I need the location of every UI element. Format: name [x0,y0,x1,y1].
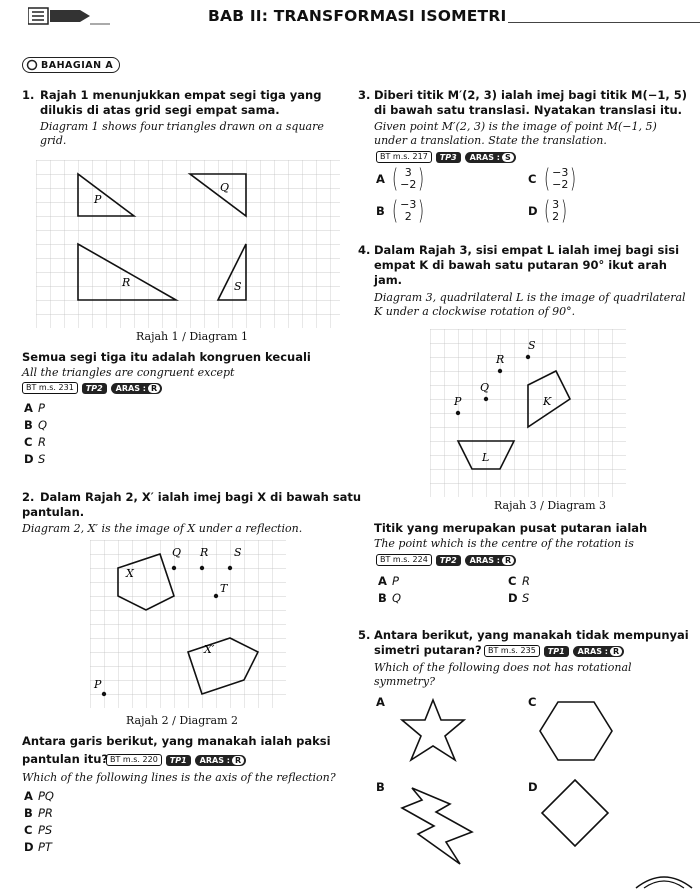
q2-ms-line-2: pantulan. [22,505,85,519]
q4-point-p [456,411,460,415]
q1-caption: Rajah 1 / Diagram 1 [136,330,249,343]
diamond-shape [540,778,610,848]
label-q4-l: L [482,451,490,464]
q4-option-d[interactable]: D S [508,591,530,605]
label-q: Q [220,181,230,194]
label-q2-p: P [94,678,102,691]
q4-level: R [502,556,514,565]
label-p: P [94,193,102,206]
q1-grid [36,160,340,328]
q1-tag-aras: ARAS : R [111,383,162,394]
hexagon-shape [538,700,614,762]
q5-option-a[interactable]: A [376,695,385,709]
lightning-shape [398,786,478,866]
label-q4-k: K [543,395,552,408]
q2-option-d[interactable]: D PT [24,840,52,854]
label-q4-r: R [496,353,505,366]
q3-option-b[interactable]: B ( −3 2 ) [376,196,425,226]
question-4 [358,243,693,613]
q2-grid [90,540,286,708]
q5-option-d[interactable]: D [528,780,538,794]
q4-point-s [526,355,530,359]
q5-ms-line-2: simetri putaran? [374,643,482,657]
q4-option-c[interactable]: C R [508,574,530,588]
q3-en-line-1: Given point M′(2, 3) is the image of point M(−1, 5) [374,120,657,133]
q3-tag-aras: ARAS : S [465,152,516,163]
label-q4-q: Q [480,381,490,394]
q4-stem-ms: Titik yang merupakan pusat putaran ialah [374,521,648,535]
q5-tag-aras: ARAS : R [573,646,624,657]
label-q2-x: X [126,567,134,580]
label-s: S [234,280,242,293]
point-s [228,566,232,570]
label-r: R [122,276,131,289]
q4-en-line-1: Diagram 3, quadrilateral L is the image of quadrilateral [374,291,686,304]
circle-icon [26,59,38,71]
q1-en-line-2: grid. [40,134,67,147]
q4-stem-en: The point which is the centre of the rotation is [374,537,634,550]
q5-tags [484,645,624,657]
q3-number: 3. [358,88,371,102]
q1-ms-line-2: dilukis di atas grid segi empat sama. [40,103,280,117]
label-q2-q: Q [172,546,182,559]
point-q [172,566,176,570]
q4-option-a[interactable]: A P [378,574,399,588]
q4-tag-aras: ARAS : R [465,555,516,566]
q2-option-b[interactable]: B PR [24,806,53,820]
section-label: BAHAGIAN A [41,59,114,71]
section-badge [22,57,120,73]
question-5 [358,628,693,878]
star-shape [398,698,468,776]
q3-tags [376,151,516,163]
q3-option-d[interactable]: D ( 3 2 ) [528,196,568,226]
q4-tag-bt: BT m.s. 224 [376,554,432,566]
q5-en-line-2: symmetry? [374,675,436,688]
question-2 [22,490,362,862]
q4-point-r [498,369,502,373]
q2-tag-aras: ARAS : R [195,755,246,766]
label-q2-t: T [220,582,228,595]
corner-ornament [634,872,694,889]
q2-ms-line-1: Dalam Rajah 2, X′ ialah imej bagi X di bawah satu [40,490,362,504]
q5-en-line-1: Which of the following does not has rotational [374,661,632,674]
q1-option-b[interactable]: B Q [24,418,48,432]
q3-option-a[interactable]: A ( 3 −2 ) [376,164,425,194]
q4-diagram [430,329,626,497]
q4-point-q [484,397,488,401]
q1-tag-tp: TP2 [82,383,107,394]
q1-tag-bt: BT m.s. 231 [22,382,78,394]
q1-stem-en: All the triangles are congruent except [22,366,235,379]
q5-number: 5. [358,628,371,642]
q3-tag-tp: TP3 [436,152,461,163]
q2-tags [106,754,246,766]
q2-option-a[interactable]: A PQ [24,789,54,803]
q1-ms-line-1: Rajah 1 menunjukkan empat segi tiga yang [40,88,322,102]
label-q2-s: S [234,546,242,559]
q1-stem-ms: Semua segi tiga itu adalah kongruen kecuali [22,350,311,364]
header-rule [508,22,700,23]
chapter-title: BAB II: TRANSFORMASI ISOMETRI [208,7,507,25]
q1-option-c[interactable]: C R [24,435,46,449]
q5-option-c[interactable]: C [528,695,537,709]
q4-caption: Rajah 3 / Diagram 3 [494,499,607,512]
q2-option-c[interactable]: C PS [24,823,53,837]
q1-option-a[interactable]: A P [24,401,45,415]
q1-option-d[interactable]: D S [24,452,46,466]
q1-tags [22,382,162,394]
q4-tags [376,554,516,566]
q2-stem-en: Which of the following lines is the axis of the reflection? [22,771,336,784]
q5-level: R [610,647,622,656]
q1-diagram [36,160,340,328]
q4-ms-line-2: empat K di bawah satu putaran 90° ikut arah [374,258,667,272]
question-1 [22,88,342,473]
q3-level: S [502,153,514,162]
q2-tag-tp: TP1 [166,755,191,766]
q2-caption: Rajah 2 / Diagram 2 [126,714,239,727]
label-q4-s: S [528,339,536,352]
q2-stem-ms-2: pantulan itu? [22,752,109,766]
q2-stem-ms-1: Antara garis berikut, yang manakah ialah paksi [22,734,331,748]
q4-ms-line-1: Dalam Rajah 3, sisi empat L ialah imej bagi sisi [374,243,680,257]
point-t [214,594,218,598]
q5-tag-bt: BT m.s. 235 [484,645,540,657]
q2-level: R [232,756,244,765]
q2-diagram [90,540,286,708]
q3-en-line-2: under a translation. State the translation. [374,134,607,147]
q5-ms-line-1: Antara berikut, yang manakah tidak mempunyai [374,628,689,642]
q4-number: 4. [358,243,371,257]
q1-level: R [148,384,160,393]
q2-tag-bt: BT m.s. 220 [106,754,162,766]
q3-tag-bt: BT m.s. 217 [376,151,432,163]
label-q4-p: P [454,395,462,408]
q1-number: 1. [22,88,35,102]
header-bar [28,5,700,27]
q3-ms-line-1: Diberi titik M′(2, 3) ialah imej bagi titik M(−1, 5) [374,88,687,102]
label-q2-x-prime: X′ [204,643,215,656]
point-p [102,692,106,696]
q4-option-b[interactable]: B Q [378,591,402,605]
q2-en-line: Diagram 2, X′ is the image of X under a reflection. [22,522,303,535]
q4-ms-line-3: jam. [374,273,403,287]
label-q2-r: R [200,546,209,559]
q2-number: 2. [22,490,35,504]
q3-ms-line-2: di bawah satu translasi. Nyatakan translasi itu. [374,103,683,117]
question-3 [358,88,693,228]
q5-option-b[interactable]: B [376,780,385,794]
q4-en-line-2: K under a clockwise rotation of 90°. [374,305,576,318]
point-r [200,566,204,570]
chapter-icon [28,7,110,25]
q3-option-c[interactable]: C ( −3 −2 ) [528,164,577,194]
q1-en-line-1: Diagram 1 shows four triangles drawn on a square [40,120,324,133]
q4-tag-tp: TP2 [436,555,461,566]
q5-tag-tp: TP1 [544,646,569,657]
